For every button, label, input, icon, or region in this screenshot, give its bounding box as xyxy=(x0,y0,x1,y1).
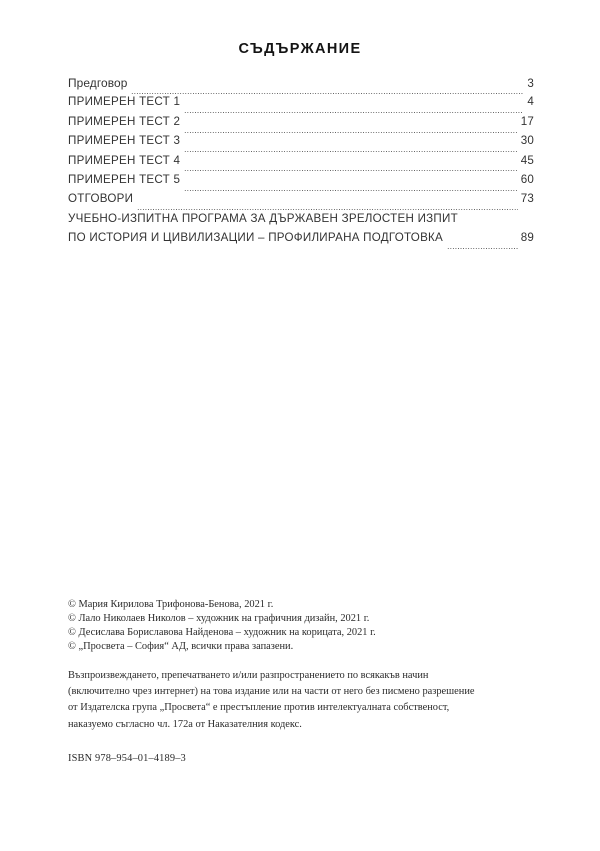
toc-entry-page: 89 xyxy=(520,231,534,245)
toc-entry[interactable] xyxy=(68,95,534,114)
toc-dot-leader xyxy=(184,132,518,133)
toc-entry[interactable] xyxy=(68,231,534,250)
toc-dot-leader xyxy=(184,151,518,152)
toc-entry-label: УЧЕБНО-ИЗПИТНА ПРОГРАМА ЗА ДЪРЖАВЕН ЗРЕЛОСТЕН ИЗПИТ xyxy=(68,211,458,225)
page-title: СЪДЪРЖАНИЕ xyxy=(238,41,362,57)
toc-entry-label: ПРИМЕРЕН ТЕСТ 1 xyxy=(68,95,181,109)
toc-dot-leader xyxy=(131,93,522,94)
copyright-block xyxy=(68,598,534,654)
toc-entry-page: 4 xyxy=(527,95,534,109)
toc-entry-label: ПРИМЕРЕН ТЕСТ 3 xyxy=(68,134,181,148)
copyright-line: © „Просвета – София“ АД, всички права запазени. xyxy=(68,641,294,653)
toc-entry-page: 60 xyxy=(520,172,534,186)
toc-dot-leader xyxy=(184,112,522,113)
toc-entry[interactable] xyxy=(68,154,534,173)
toc-entry[interactable] xyxy=(68,192,534,211)
toc-dot-leader xyxy=(137,209,518,210)
toc-dot-leader xyxy=(184,170,518,171)
legal-notice-line: (включително чрез интернет) на това издание или на части от него без писмено разрешение xyxy=(68,686,475,698)
toc-entry-label: ПО ИСТОРИЯ И ЦИВИЛИЗАЦИИ – ПРОФИЛИРАНА ПОДГОТОВКА xyxy=(68,231,444,245)
toc-dot-leader xyxy=(184,190,518,191)
table-of-contents xyxy=(68,76,534,251)
toc-dot-leader xyxy=(447,248,518,249)
toc-entry[interactable] xyxy=(68,134,534,153)
toc-entry[interactable] xyxy=(68,212,534,231)
toc-entry[interactable] xyxy=(68,115,534,134)
toc-entry-label: Предговор xyxy=(68,76,128,90)
toc-entry[interactable] xyxy=(68,76,534,95)
isbn: ISBN 978–954–01–4189–3 xyxy=(68,753,186,764)
legal-notice-line: наказуемо съгласно чл. 172а от Наказателния кодекс. xyxy=(68,718,302,730)
toc-entry-label: ПРИМЕРЕН ТЕСТ 5 xyxy=(68,172,181,186)
toc-entry[interactable] xyxy=(68,173,534,192)
toc-entry-page: 45 xyxy=(520,153,534,167)
copyright-line: © Лало Николаев Николов – художник на графичния дизайн, 2021 г. xyxy=(68,613,370,625)
legal-notice-line: от Издателска група „Просвета“ е престъпление против интелектуалната собственост, xyxy=(68,702,450,714)
legal-notice-line: Възпроизвеждането, препечатването и/или разпространението по всякакъв начин xyxy=(68,670,429,681)
toc-entry-page: 30 xyxy=(520,134,534,148)
toc-entry-page: 73 xyxy=(520,192,534,206)
toc-entry-page: 3 xyxy=(527,77,534,90)
toc-entry-page: 17 xyxy=(520,114,534,128)
toc-entry-label: ПРИМЕРЕН ТЕСТ 2 xyxy=(68,114,181,128)
legal-notice xyxy=(68,668,538,733)
copyright-line: © Десислава Бориславова Найденова – художник на корицата, 2021 г. xyxy=(68,627,376,639)
toc-entry-label: ОТГОВОРИ xyxy=(68,192,134,206)
toc-entry-label: ПРИМЕРЕН ТЕСТ 4 xyxy=(68,153,181,167)
copyright-line: © Мария Кирилова Трифонова-Бенова, 2021 г. xyxy=(68,599,274,610)
